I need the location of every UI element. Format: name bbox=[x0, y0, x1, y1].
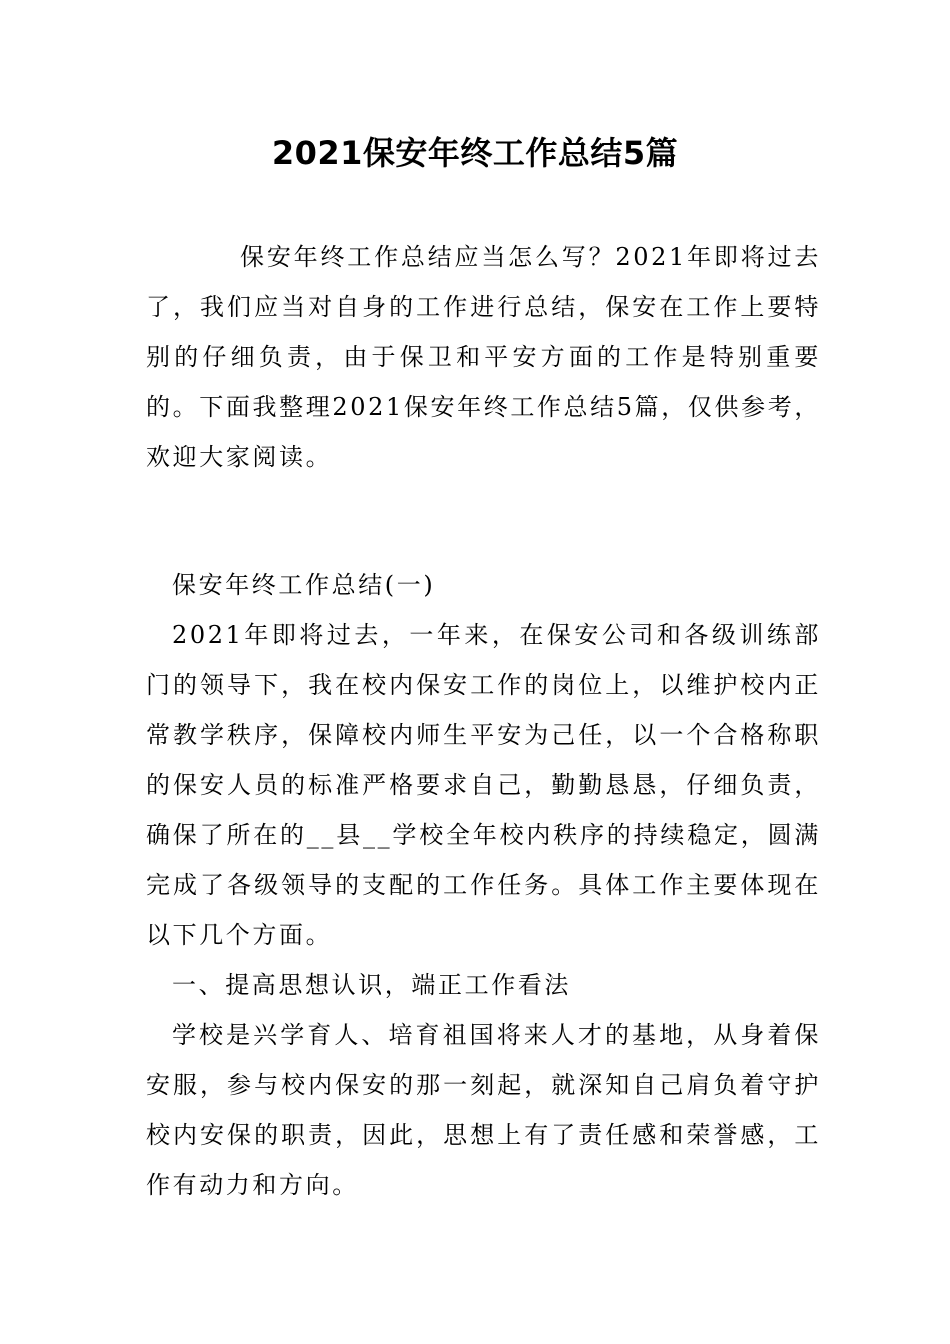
intro-paragraph: 保安年终工作总结应当怎么写？2021年即将过去了，我们应当对自身的工作进行总结，保安在工作上要特别的仔细负责，由于保卫和平安方面的工作是特别重要的。下面我整理2021保安年终工作总结5篇，仅供参考，欢迎大家阅读。 bbox=[146, 243, 821, 471]
document-body bbox=[146, 232, 821, 1210]
subheading-1: 一、提高思想认识，端正工作看法 bbox=[172, 971, 571, 999]
paragraph-gap bbox=[146, 482, 821, 560]
section-heading: 保安年终工作总结(一) bbox=[172, 571, 436, 599]
body-paragraph-1: 2021年即将过去，一年来，在保安公司和各级训练部门的领导下，我在校内保安工作的岗位上，以维护校内正常教学秩序，保障校内师生平安为己任，以一个合格称职的保安人员的标准严格要求自己，勤勤恳恳，仔细负责，确保了所在的__县__学校全年校内秩序的持续稳定，圆满完成了各级领导的支配的工作任务。具体工作主要体现在以下几个方面。 bbox=[146, 621, 821, 949]
body-paragraph-2: 学校是兴学育人、培育祖国将来人才的基地，从身着保安服，参与校内保安的那一刻起，就深知自己肩负着守护校内安保的职责，因此，思想上有了责任感和荣誉感，工作有动力和方向。 bbox=[146, 1021, 821, 1199]
document-title: 2021保安年终工作总结5篇 bbox=[271, 134, 679, 172]
